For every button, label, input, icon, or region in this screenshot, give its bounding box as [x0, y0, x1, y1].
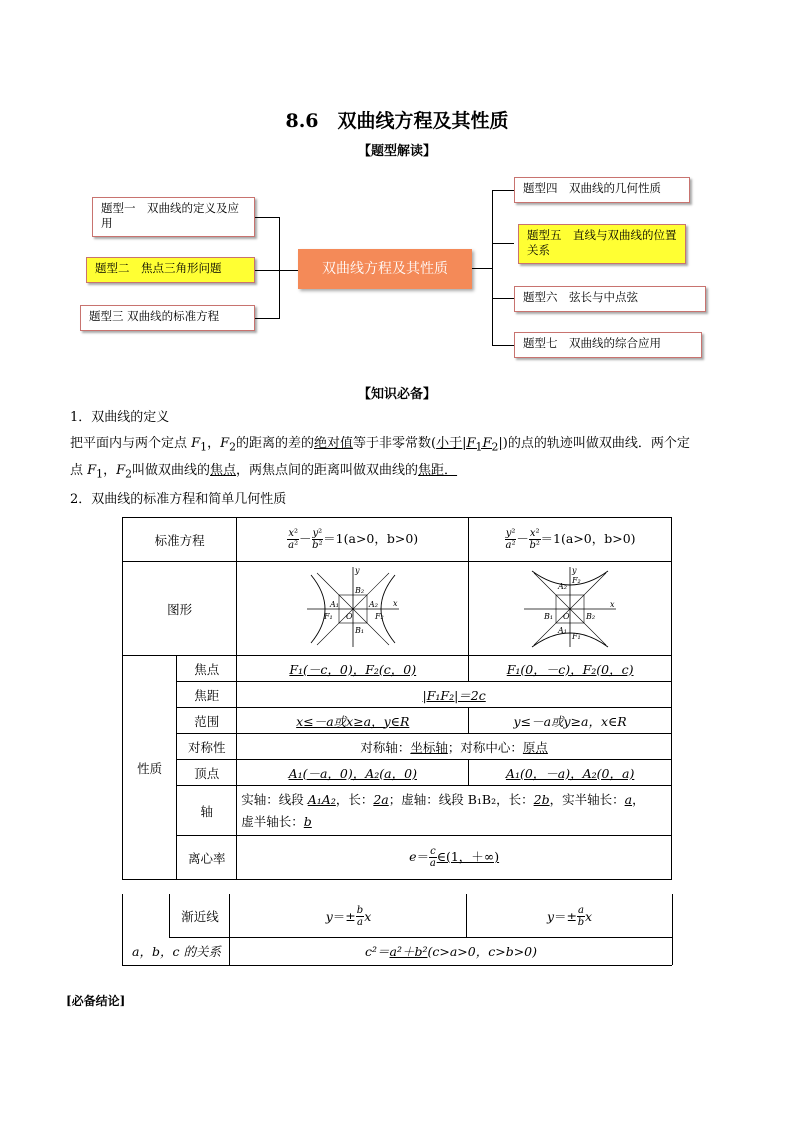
range-2: y≤－a或y≥a，x∈R	[469, 708, 672, 734]
definition-text: 把平面内与两个定点 $F_1$，$F_2$的距离的差的绝对值等于非零常数(小于$|F_1F_2|$)的点的轨迹叫做双曲线．两个定 点 $F_1$，$F_2$叫做双曲线的焦点，两焦点间的距离叫做双曲线的焦距．	[70, 436, 690, 481]
svg-text:A₂: A₂	[558, 582, 568, 591]
svg-text:B₂: B₂	[354, 586, 364, 595]
svg-text:F₂: F₂	[572, 576, 581, 585]
row-std-label: 标准方程	[123, 518, 237, 562]
svg-text:B₁: B₁	[354, 626, 364, 635]
asym-row	[122, 894, 672, 938]
sym-label: 对称性	[177, 734, 237, 760]
mindmap-center: 双曲线方程及其性质	[298, 249, 472, 289]
svg-text:y: y	[572, 566, 577, 575]
focus-2: F₁(0，－c)，F₂(0，c)	[469, 656, 672, 682]
conclusion-heading: [必备结论]	[66, 994, 126, 1008]
focus-label: 焦点	[177, 656, 237, 682]
std-eq-1: $\frac{\text{x²}}{\text{a²}}$ － $\frac{\text{y²}}{\text{b²}}$ ＝1(a>0，b>0)	[237, 518, 469, 562]
asym-label: 渐近线	[169, 894, 230, 938]
abc-row	[122, 937, 672, 966]
range-label: 范围	[177, 708, 237, 734]
hyperbola-horizontal-figure	[303, 565, 403, 649]
vertex-2: A₁(0，－a)，A₂(0，a)	[469, 760, 672, 786]
svg-text:O: O	[563, 612, 570, 621]
properties-heading: 2．双曲线的标准方程和简单几何性质	[70, 492, 287, 507]
svg-text:y: y	[354, 566, 360, 575]
abc-value: c²＝ a²＋b² (c>a>0，c>b>0)	[229, 937, 673, 965]
mindmap-node-5: 题型五 直线与双曲线的位置关系	[518, 224, 686, 264]
row-prop-label: 性质	[123, 656, 177, 880]
hyperbola-vertical-figure	[520, 565, 620, 649]
sym-value: 对称轴：坐标轴；对称中心：原点	[237, 734, 672, 760]
asym-2: y ＝± $\frac{a}{b}$ x	[466, 894, 673, 938]
section-title: 【知识必备】	[357, 387, 436, 402]
svg-text:A₁: A₁	[329, 600, 339, 609]
page-title: 8.6 双曲线方程及其性质	[285, 110, 509, 132]
svg-text:O: O	[345, 612, 353, 621]
mindmap-node-2: 题型二 焦点三角形问题	[86, 257, 255, 283]
fdist-value: |F₁F₂|＝2c	[237, 682, 672, 708]
svg-text:A₂: A₂	[368, 600, 378, 609]
ecc-value: e＝ $\frac{c}{a}$ ∈(1，＋∞)	[237, 836, 672, 880]
svg-text:A₁: A₁	[558, 626, 568, 635]
asym-1: y ＝± $\frac{b}{a}$ x	[229, 894, 467, 938]
svg-text:F₁: F₁	[572, 632, 581, 641]
axis-label: 轴	[177, 786, 237, 836]
svg-text:B₁: B₁	[544, 612, 554, 621]
mindmap-node-4: 题型四 双曲线的几何性质	[514, 177, 690, 203]
svg-text:x: x	[610, 600, 615, 609]
graph-vertical	[469, 562, 672, 656]
definition-heading: 1．双曲线的定义	[70, 410, 170, 425]
mindmap-node-3: 题型三 双曲线的标准方程	[80, 305, 255, 331]
row-graph-label: 图形	[123, 562, 237, 656]
vertex-label: 顶点	[177, 760, 237, 786]
focus-1: F₁(－c，0)，F₂(c，0)	[237, 656, 469, 682]
mindmap-node-1: 题型一 双曲线的定义及应用	[92, 197, 255, 237]
svg-text:F₂: F₂	[374, 612, 384, 621]
abc-label: a，b，c 的关系	[122, 937, 230, 965]
svg-text:B₂: B₂	[586, 612, 596, 621]
mindmap-node-6: 题型六 弦长与中点弦	[514, 286, 706, 312]
mindmap-node-7: 题型七 双曲线的综合应用	[514, 332, 702, 358]
graph-horizontal	[237, 562, 469, 656]
svg-text:F₁: F₁	[323, 612, 333, 621]
subtitle: 【题型解读】	[357, 144, 436, 159]
vertex-1: A₁(－a，0)，A₂(a，0)	[237, 760, 469, 786]
svg-text:x: x	[392, 599, 398, 608]
range-1: x≤－a或x≥a，y∈R	[237, 708, 469, 734]
fdist-label: 焦距	[177, 682, 237, 708]
ecc-label: 离心率	[177, 836, 237, 880]
axis-value: 实轴：线段 A₁A₂，长：2a；虚轴：线段 B₁B₂，长：2b，实半轴长：a， 虚半轴长：b	[237, 786, 672, 836]
std-eq-2: $\frac{\text{y²}}{\text{a²}}$ － $\frac{\text{x²}}{\text{b²}}$ ＝1(a>0，b>0)	[469, 518, 672, 562]
